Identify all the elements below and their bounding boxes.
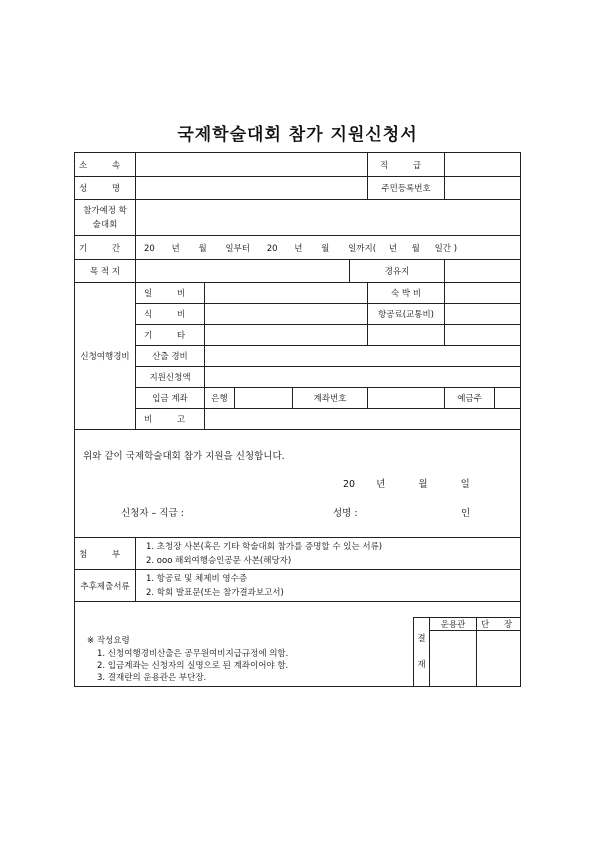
application-form [74, 152, 521, 687]
declaration-month-unit: 월 [418, 479, 428, 490]
other-label: 기 타 [136, 325, 205, 346]
approval-officer-sign[interactable] [430, 631, 477, 687]
conference-field[interactable] [136, 200, 521, 236]
deposit-account-label: 입금 계좌 [136, 388, 205, 409]
period-year-unit: 년 [171, 243, 180, 254]
account-holder-label: 예금주 [445, 388, 495, 409]
name-field[interactable] [136, 177, 368, 200]
account-number-label: 계좌번호 [293, 388, 368, 409]
approval-director-header: 단 장 [477, 618, 521, 631]
applicant-name-label: 성명 : [333, 508, 358, 519]
name-label: 성 명 [75, 177, 136, 200]
approval-label-line2: 재 [417, 660, 426, 670]
account-number-field[interactable] [368, 388, 445, 409]
position-label: 직 급 [368, 153, 445, 177]
period-span-month: 월 [411, 243, 420, 254]
daily-allowance-field[interactable] [205, 283, 368, 304]
period-span-days: 일간 ) [434, 243, 458, 254]
later-submission-item: 1. 항공료 및 체제비 영수증 [146, 573, 248, 584]
via-label: 경유지 [350, 260, 445, 283]
applicant-seal: 인 [461, 508, 471, 519]
notes-approval-block [75, 602, 521, 687]
requested-amount-field[interactable] [205, 367, 521, 388]
other-extra-field[interactable] [368, 325, 445, 346]
later-submission-list [136, 570, 521, 602]
destination-label: 목 적 지 [75, 260, 136, 283]
computed-expense-field[interactable] [205, 346, 521, 367]
destination-field[interactable] [136, 260, 350, 283]
resident-number-field[interactable] [445, 177, 521, 200]
approval-officer-header: 운용관 [430, 618, 477, 631]
note-item: 1. 신청여행경비산출은 공무원여비지급규정에 의함. [97, 649, 289, 659]
bank-field[interactable] [235, 388, 293, 409]
period-start-year: 20 [144, 243, 155, 254]
remarks-label: 비 고 [136, 409, 205, 430]
remarks-field[interactable] [205, 409, 521, 430]
period-to: 일까지( [348, 243, 377, 254]
conference-label [75, 200, 136, 236]
meal-label: 식 비 [136, 304, 205, 325]
approval-table [413, 617, 521, 687]
declaration-day-unit: 일 [460, 479, 470, 490]
note-item: 2. 입금계좌는 신청자의 실명으로 된 계좌이어야 함. [97, 661, 289, 671]
declaration-text: 위와 같이 국제학술대회 참가 지원을 신청합니다. [83, 451, 285, 462]
period-end-year: 20 [266, 243, 278, 254]
meal-field[interactable] [205, 304, 368, 325]
other-field[interactable] [205, 325, 368, 346]
resident-number-label: 주민등록번호 [368, 177, 445, 200]
other-extra-field-2[interactable] [445, 325, 521, 346]
notes-heading: ※ 작성요령 [87, 636, 130, 646]
via-field[interactable] [445, 260, 521, 283]
daily-allowance-label: 일 비 [136, 283, 205, 304]
page-title: 국제학술대회 참가 지원신청서 [177, 125, 418, 145]
affiliation-field[interactable] [136, 153, 368, 177]
period-label: 기 간 [75, 236, 136, 260]
period-end-year-unit: 년 [294, 243, 303, 254]
attachment-item: 2. ooo 해외여행승인공문 사본(해당자) [146, 555, 292, 566]
expense-group-label: 신청여행경비 [75, 283, 136, 430]
lodging-label: 숙 박 비 [368, 283, 445, 304]
bank-label: 은행 [205, 388, 235, 409]
attachments-label: 첨 부 [75, 538, 136, 570]
declaration-year: 20 [343, 479, 356, 490]
approval-label [414, 618, 430, 687]
declaration-date [343, 476, 470, 490]
affiliation-label: 소 속 [75, 153, 136, 177]
later-submission-item: 2. 학회 발표문(또는 참가결과보고서) [146, 587, 284, 598]
note-item: 3. 결재란의 운용관은 부단장. [97, 673, 207, 683]
attachment-item: 1. 초청장 사본(혹은 기타 학술대회 참가를 증명할 수 있는 서류) [146, 541, 383, 552]
requested-amount-label: 지원신청액 [136, 367, 205, 388]
conference-label-line1: 참가예정 학 [83, 205, 127, 216]
computed-expense-label: 산출 경비 [136, 346, 205, 367]
approval-label-line1: 결 [417, 634, 426, 644]
period-month-unit: 월 [198, 243, 207, 254]
period-field[interactable] [136, 236, 521, 260]
airfare-field[interactable] [445, 304, 521, 325]
attachments-list [136, 538, 521, 570]
position-field[interactable] [445, 153, 521, 177]
period-from: 일부터 [225, 243, 251, 254]
later-submission-label: 추후제출서류 [75, 570, 136, 602]
account-holder-field[interactable] [495, 388, 521, 409]
declaration-year-unit: 년 [376, 479, 386, 490]
declaration-block [75, 430, 521, 538]
conference-label-line2: 술대회 [92, 219, 118, 230]
period-end-month-unit: 월 [321, 243, 330, 254]
period-span-year: 년 [388, 243, 397, 254]
approval-director-sign[interactable] [477, 631, 521, 687]
lodging-field[interactable] [445, 283, 521, 304]
applicant-position: 신청자 – 직급 : [121, 508, 184, 519]
airfare-label: 항공료(교통비) [368, 304, 445, 325]
